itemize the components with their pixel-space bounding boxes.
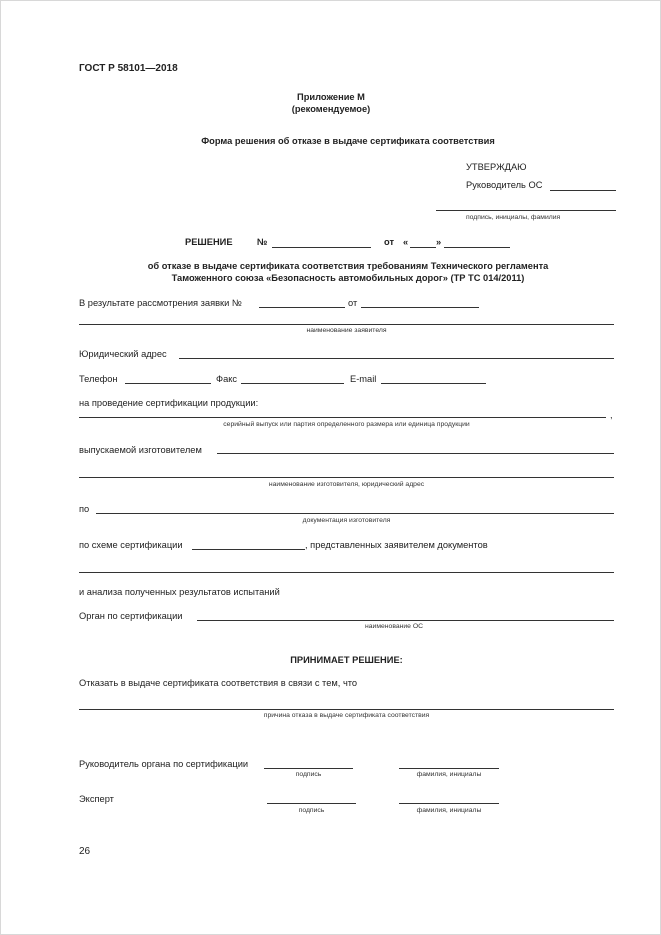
by-label: по — [79, 504, 90, 514]
head-name-caption: фамилия, инициалы — [416, 771, 482, 778]
product-caption: серийный выпуск или партия определенного размера или единица продукции — [223, 421, 470, 428]
legal-address-label: Юридический адрес — [79, 349, 167, 359]
page-number: 26 — [79, 846, 91, 857]
resolution-text: Отказать в выдаче сертификата соответствия в связи с тем, что — [79, 678, 358, 688]
head-sign-caption: подпись — [295, 771, 322, 778]
manufacturer-line — [217, 453, 614, 454]
email-line — [381, 383, 486, 384]
approve-caption: подпись, инициалы, фамилия — [466, 214, 561, 221]
expert-name-line — [399, 803, 499, 804]
applicant-line — [79, 324, 614, 325]
manufacturer-label: выпускаемой изготовителем — [79, 445, 202, 455]
application-from: от — [348, 298, 358, 308]
decision-subject-line1: об отказе в выдаче сертификата соответствия требованиям Технического регламента — [147, 261, 549, 271]
approve-label: УТВЕРЖДАЮ — [466, 162, 527, 172]
approve-head-line — [550, 190, 616, 191]
decision-date-close: » — [436, 237, 442, 247]
decision-date-open: « — [403, 237, 409, 247]
form-title: Форма решения об отказе в выдаче сертификата соответствия — [201, 136, 495, 146]
decision-subject-line2: Таможенного союза «Безопасность автомобильных дорог» (ТР ТС 014/2011) — [171, 273, 525, 283]
appendix-subtitle: (рекомендуемое) — [291, 104, 371, 114]
docs-line — [96, 513, 614, 514]
head-sign-line — [264, 768, 353, 769]
scheme-suffix: , представленных заявителем документов — [305, 540, 488, 550]
scheme-line — [192, 549, 305, 550]
docs-caption: документация изготовителя — [302, 517, 391, 524]
certification-for-label: на проведение сертификации продукции: — [79, 398, 259, 408]
decision-number-line — [272, 247, 371, 248]
manufacturer-line-2 — [79, 477, 614, 478]
approve-head-label: Руководитель ОС — [466, 180, 543, 190]
fax-line — [241, 383, 344, 384]
decision-word: РЕШЕНИЕ — [185, 237, 233, 247]
scheme-docs-line — [79, 572, 614, 573]
manufacturer-caption: наименование изготовителя, юридический адрес — [268, 481, 425, 488]
phone-line — [125, 383, 211, 384]
resolution-heading: ПРИНИМАЕТ РЕШЕНИЕ: — [290, 655, 403, 665]
fax-label: Факс — [216, 374, 238, 384]
reason-caption: причина отказа в выдаче сертификата соответствия — [263, 712, 430, 719]
applicant-caption: наименование заявителя — [306, 327, 387, 334]
decision-month-line — [444, 247, 510, 248]
scheme-label: по схеме сертификации — [79, 540, 183, 550]
expert-name-caption: фамилия, инициалы — [416, 807, 482, 814]
decision-day-line — [410, 247, 436, 248]
expert-sign-line — [267, 803, 356, 804]
reason-line — [79, 709, 614, 710]
email-label: E-mail — [350, 374, 377, 384]
appendix-title: Приложение М — [297, 92, 365, 102]
decision-number-sign: № — [257, 237, 268, 247]
application-number-line — [259, 307, 345, 308]
product-comma: , — [610, 410, 613, 420]
application-label: В результате рассмотрения заявки № — [79, 298, 242, 308]
expert-sign-caption: подпись — [298, 807, 325, 814]
legal-address-line — [179, 358, 614, 359]
standard-header: ГОСТ Р 58101—2018 — [79, 63, 178, 74]
body-caption: наименование ОС — [365, 623, 424, 630]
decision-from: от — [384, 237, 395, 247]
phone-label: Телефон — [79, 374, 118, 384]
approve-sign-line — [436, 210, 616, 211]
body-label: Орган по сертификации — [79, 611, 183, 621]
body-line — [197, 620, 614, 621]
analysis-text: и анализа полученных результатов испытаний — [79, 587, 280, 597]
application-date-line — [361, 307, 479, 308]
product-line — [79, 417, 606, 418]
head-signature-label: Руководитель органа по сертификации — [79, 759, 249, 769]
head-name-line — [399, 768, 499, 769]
expert-label: Эксперт — [79, 794, 114, 804]
